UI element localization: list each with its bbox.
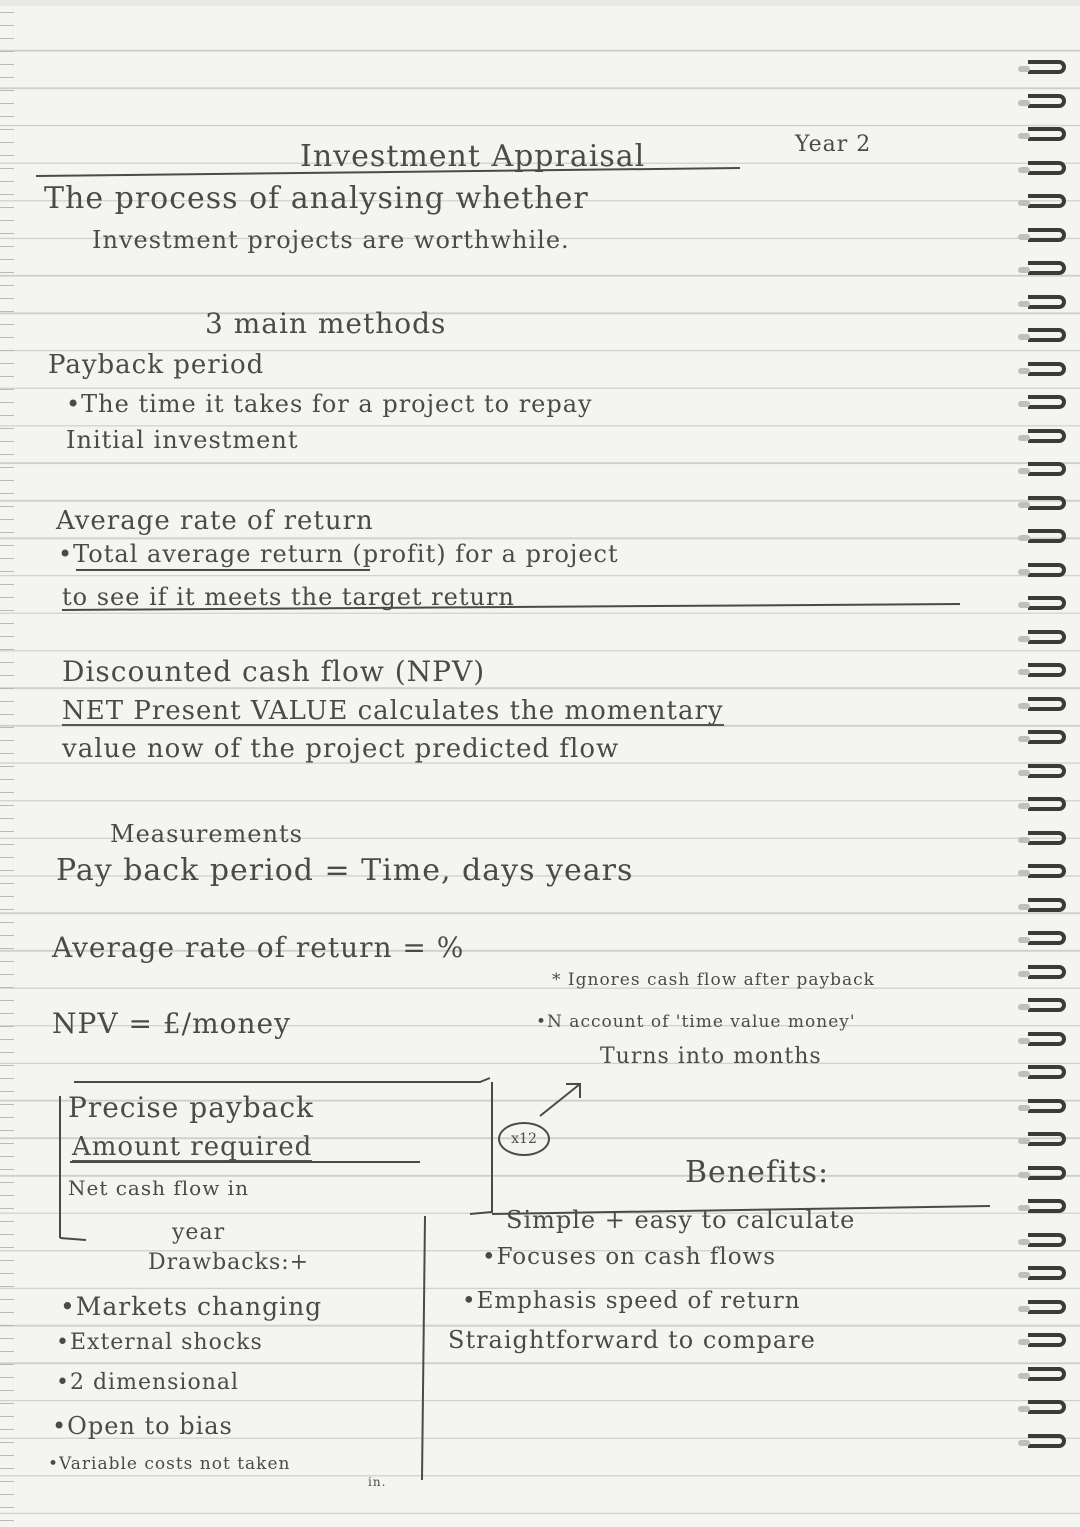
spiral-coil (1028, 295, 1066, 309)
spiral-binding (1018, 60, 1080, 1490)
spiral-coil (1028, 496, 1066, 510)
measurement-npv: NPV = £/money (52, 1007, 291, 1040)
note-ignores: * Ignores cash flow after payback (552, 970, 875, 990)
spiral-coil (1028, 1032, 1066, 1046)
spiral-coil (1028, 764, 1066, 778)
measurement-arr: Average rate of return = % (52, 931, 465, 964)
arr-title: Average rate of return (56, 506, 374, 536)
spiral-coil (1028, 1099, 1066, 1113)
spiral-coil (1028, 730, 1066, 744)
spiral-coil (1028, 931, 1066, 945)
measurement-payback: Pay back period = Time, days years (56, 853, 634, 888)
spiral-coil (1028, 998, 1066, 1012)
spiral-coil (1028, 362, 1066, 376)
spiral-coil (1028, 663, 1066, 677)
benefit-item: •Focuses on cash flows (482, 1244, 777, 1270)
payback-line-1: •The time it takes for a project to repay (66, 390, 593, 418)
note-account: •N account of 'time value money' (536, 1012, 856, 1032)
multiplier-badge: x12 (498, 1122, 550, 1156)
definition-line-2: Investment projects are worthwhile. (92, 226, 570, 254)
spiral-coil (1028, 1199, 1066, 1213)
page-title: Investment Appraisal (300, 139, 646, 174)
spiral-coil (1028, 898, 1066, 912)
spiral-coil (1028, 261, 1066, 275)
spiral-coil (1028, 1266, 1066, 1280)
spiral-coil (1028, 1434, 1066, 1448)
payback-title: Payback period (48, 350, 265, 380)
methods-heading: 3 main methods (205, 307, 447, 340)
arr-line-1: •Total average return (profit) for a project (58, 540, 619, 568)
drawback-item: in. (368, 1475, 387, 1489)
spiral-coil (1028, 127, 1066, 141)
formula-line-1: Precise payback (68, 1091, 314, 1124)
definition-line-1: The process of analysing whether (44, 181, 589, 216)
spiral-coil (1028, 1333, 1066, 1347)
benefit-item: Straightforward to compare (448, 1326, 816, 1354)
spiral-coil (1028, 864, 1066, 878)
spiral-coil (1028, 194, 1066, 208)
dcf-title: Discounted cash flow (NPV) (62, 655, 486, 688)
spiral-coil (1028, 563, 1066, 577)
spiral-coil (1028, 1166, 1066, 1180)
spiral-coil (1028, 60, 1066, 74)
formula-line-2: Amount required (72, 1132, 313, 1162)
spiral-coil (1028, 529, 1066, 543)
spiral-coil (1028, 429, 1066, 443)
benefit-item: •Emphasis speed of return (462, 1288, 801, 1314)
arr-line-2: to see if it meets the target return (62, 583, 515, 611)
formula-line-4: year (172, 1220, 226, 1245)
spiral-coil (1028, 328, 1066, 342)
drawback-item: •Markets changing (60, 1292, 323, 1321)
spiral-coil (1028, 395, 1066, 409)
year-label: Year 2 (795, 132, 872, 157)
spiral-coil (1028, 1233, 1066, 1247)
formula-line-3: Net cash flow in (68, 1176, 249, 1200)
spiral-coil (1028, 1367, 1066, 1381)
spiral-coil (1028, 1400, 1066, 1414)
spiral-coil (1028, 965, 1066, 979)
dcf-line-2: value now of the project predicted flow (62, 734, 620, 764)
page-top-edge (0, 0, 1080, 6)
spiral-coil (1028, 1300, 1066, 1314)
drawback-item: •Variable costs not taken (48, 1454, 291, 1474)
spiral-coil (1028, 1065, 1066, 1079)
note-turns-into-months: Turns into months (600, 1044, 822, 1069)
benefits-heading: Benefits: (685, 1155, 830, 1190)
spiral-coil (1028, 797, 1066, 811)
drawback-item: •External shocks (56, 1330, 263, 1355)
spiral-coil (1028, 94, 1066, 108)
drawbacks-heading: Drawbacks:+ (148, 1250, 310, 1275)
drawback-item: •Open to bias (52, 1412, 233, 1440)
spiral-coil (1028, 831, 1066, 845)
spiral-coil (1028, 161, 1066, 175)
drawback-item: •2 dimensional (56, 1370, 240, 1395)
benefit-item: Simple + easy to calculate (506, 1206, 856, 1234)
measurements-heading: Measurements (110, 820, 303, 848)
page-margin-marks (0, 0, 14, 1527)
spiral-coil (1028, 462, 1066, 476)
spiral-coil (1028, 228, 1066, 242)
dcf-line-1: NET Present VALUE calculates the momentary (62, 696, 724, 726)
spiral-coil (1028, 697, 1066, 711)
spiral-coil (1028, 596, 1066, 610)
spiral-coil (1028, 630, 1066, 644)
payback-line-2: Initial investment (66, 426, 299, 454)
spiral-coil (1028, 1132, 1066, 1146)
